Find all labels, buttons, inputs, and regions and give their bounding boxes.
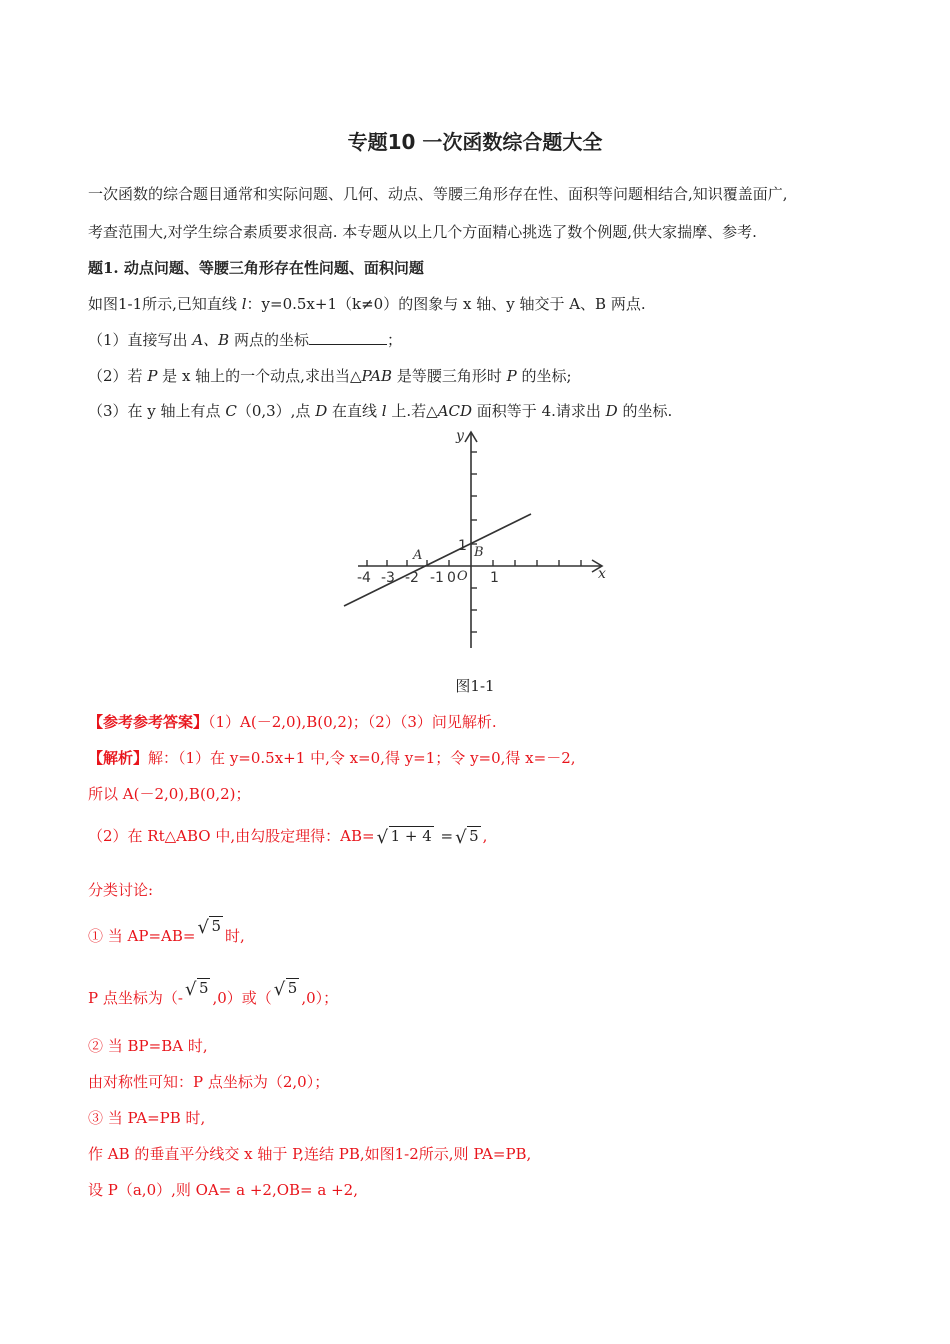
q3-var: ACD [437,402,473,420]
sqrt-argument: 5 [287,979,298,997]
q3-part: 面积等于 4.请求出 [472,402,606,420]
q2-part: 的坐标; [516,367,572,385]
x-tick-label: 0 [447,570,456,586]
q2-var: P [147,367,158,385]
question-1 [88,330,402,350]
line-l [344,514,531,606]
point-b-label: B [474,545,484,560]
x-tick-label: 1 [490,570,499,586]
sqrt-argument: 1 + 4 [390,827,432,845]
case-text: P 点坐标为（- [88,989,183,1007]
solution-tag: 【解析】 [88,749,149,767]
x-tick-label: -4 [357,570,371,586]
case-text: ① 当 AP=AB= [88,927,196,945]
answer-blank [309,330,387,345]
solution-line-2: 所以 A(－2,0),B(0,2)； [88,785,251,803]
x-axis-ticks [367,560,581,566]
q2-part: （2）若 [88,367,148,385]
problem-stem [88,294,646,314]
x-label: x [598,566,606,582]
case-3-setup: 设 P（a,0）,则 OA= a +2,OB= a +2, [88,1181,358,1199]
sqrt-argument: 5 [211,917,222,935]
case-2-line: ② 当 BP=BA 时, [88,1037,208,1055]
q2-var: PAB [361,367,393,385]
sqrt-expression [274,978,300,998]
solution-line-1 [88,748,576,768]
q3-var: D [315,402,328,420]
case-text: ,0）； [301,989,339,1007]
stem-equation: y=0.5x+1（k≠0） [261,295,399,313]
point-a-label: A [413,548,423,563]
q3-var: l [381,402,387,420]
q2-part: 是等腰三角形时 [392,367,507,385]
y-label: y [456,428,464,444]
q3-var: C [225,402,237,420]
coordinate-figure [340,426,610,654]
x-tick-label: -2 [405,570,419,586]
case-3-construction: 作 AB 的垂直平分线交 x 轴于 P,连结 PB,如图1-2所示,则 PA=PB, [88,1145,532,1163]
question-3 [88,401,672,421]
page-title: 专题10 一次函数综合题大全 [347,130,603,154]
y-tick-label: 1 [458,538,467,554]
case-1-coordinates [88,979,339,1008]
q3-var: D [605,402,618,420]
x-tick-label: -1 [430,570,444,586]
case-3-line: ③ 当 PA=PB 时, [88,1109,206,1127]
intro-line-1: 一次函数的综合题目通常和实际问题、几何、动点、等腰三角形存在性、面积等问题相结合,知识覆盖面广, [88,185,788,203]
case-text: ,0）或（ [212,989,272,1007]
stem-part: ： [246,295,262,313]
answer-text: （1）A(－2,0),B(0,2)；（2）（3）问见解析. [208,713,497,731]
q1-part: 两点的坐标 [229,331,309,349]
solution-text: （2）在 Rt△ABO 中,由勾股定理得：AB= [88,827,375,845]
answer-tag: 【参考参考答案】 [88,713,209,731]
x-tick-label: -3 [381,570,395,586]
radical-sign: √ [184,979,197,1000]
case-text: 时, [225,927,245,945]
solution-line-4: 分类讨论: [88,881,154,899]
q1-part: （1）直接写出 [88,331,193,349]
sqrt-expression [197,916,223,936]
stem-line-l: l [241,295,247,313]
radical-sign: √ [197,917,209,938]
radical-sign: √ [376,827,389,848]
q3-part: （3）在 y 轴上有点 [88,402,226,420]
radical-sign: √ [273,979,286,1000]
radical-sign: √ [455,827,467,848]
q3-part: （0,3）,点 [236,402,316,420]
question-2 [88,366,572,386]
equals-sign: = [435,827,454,845]
sqrt-expression [377,826,434,846]
q3-part: 上.若△ [386,402,438,420]
solution-text: 解：（1）在 y=0.5x+1 中,令 x=0,得 y=1；令 y=0,得 x=－2, [148,749,576,767]
case-1-line [88,917,245,946]
figure-caption: 图1-1 [455,677,495,695]
sqrt-expression [455,826,481,846]
sqrt-argument: 5 [198,979,209,997]
stem-part: 的图象与 x 轴、y 轴交于 A、B 两点. [398,295,646,313]
case-2-result: 由对称性可知：P 点坐标为（2,0）； [88,1073,330,1091]
solution-line-3 [88,826,487,846]
q1-part: ； [386,331,402,349]
origin-label: O [457,569,468,584]
q3-part: 在直线 [327,402,382,420]
problem-heading: 题1. 动点问题、等腰三角形存在性问题、面积问题 [88,259,424,277]
q3-part: 的坐标. [617,402,673,420]
stem-part: 如图1-1所示,已知直线 [88,295,242,313]
q2-part: 是 x 轴上的一个动点,求出当△ [157,367,362,385]
solution-text: , [482,827,488,845]
intro-line-2: 考查范围大,对学生综合素质要求很高. 本专题从以上几个方面精心挑选了数个例题,供大家揣摩、参考. [88,223,757,241]
q2-var: P [506,367,517,385]
sqrt-expression [185,978,211,998]
q1-points: A、B [192,331,230,349]
sqrt-argument: 5 [469,827,479,845]
answer-line [88,712,497,732]
